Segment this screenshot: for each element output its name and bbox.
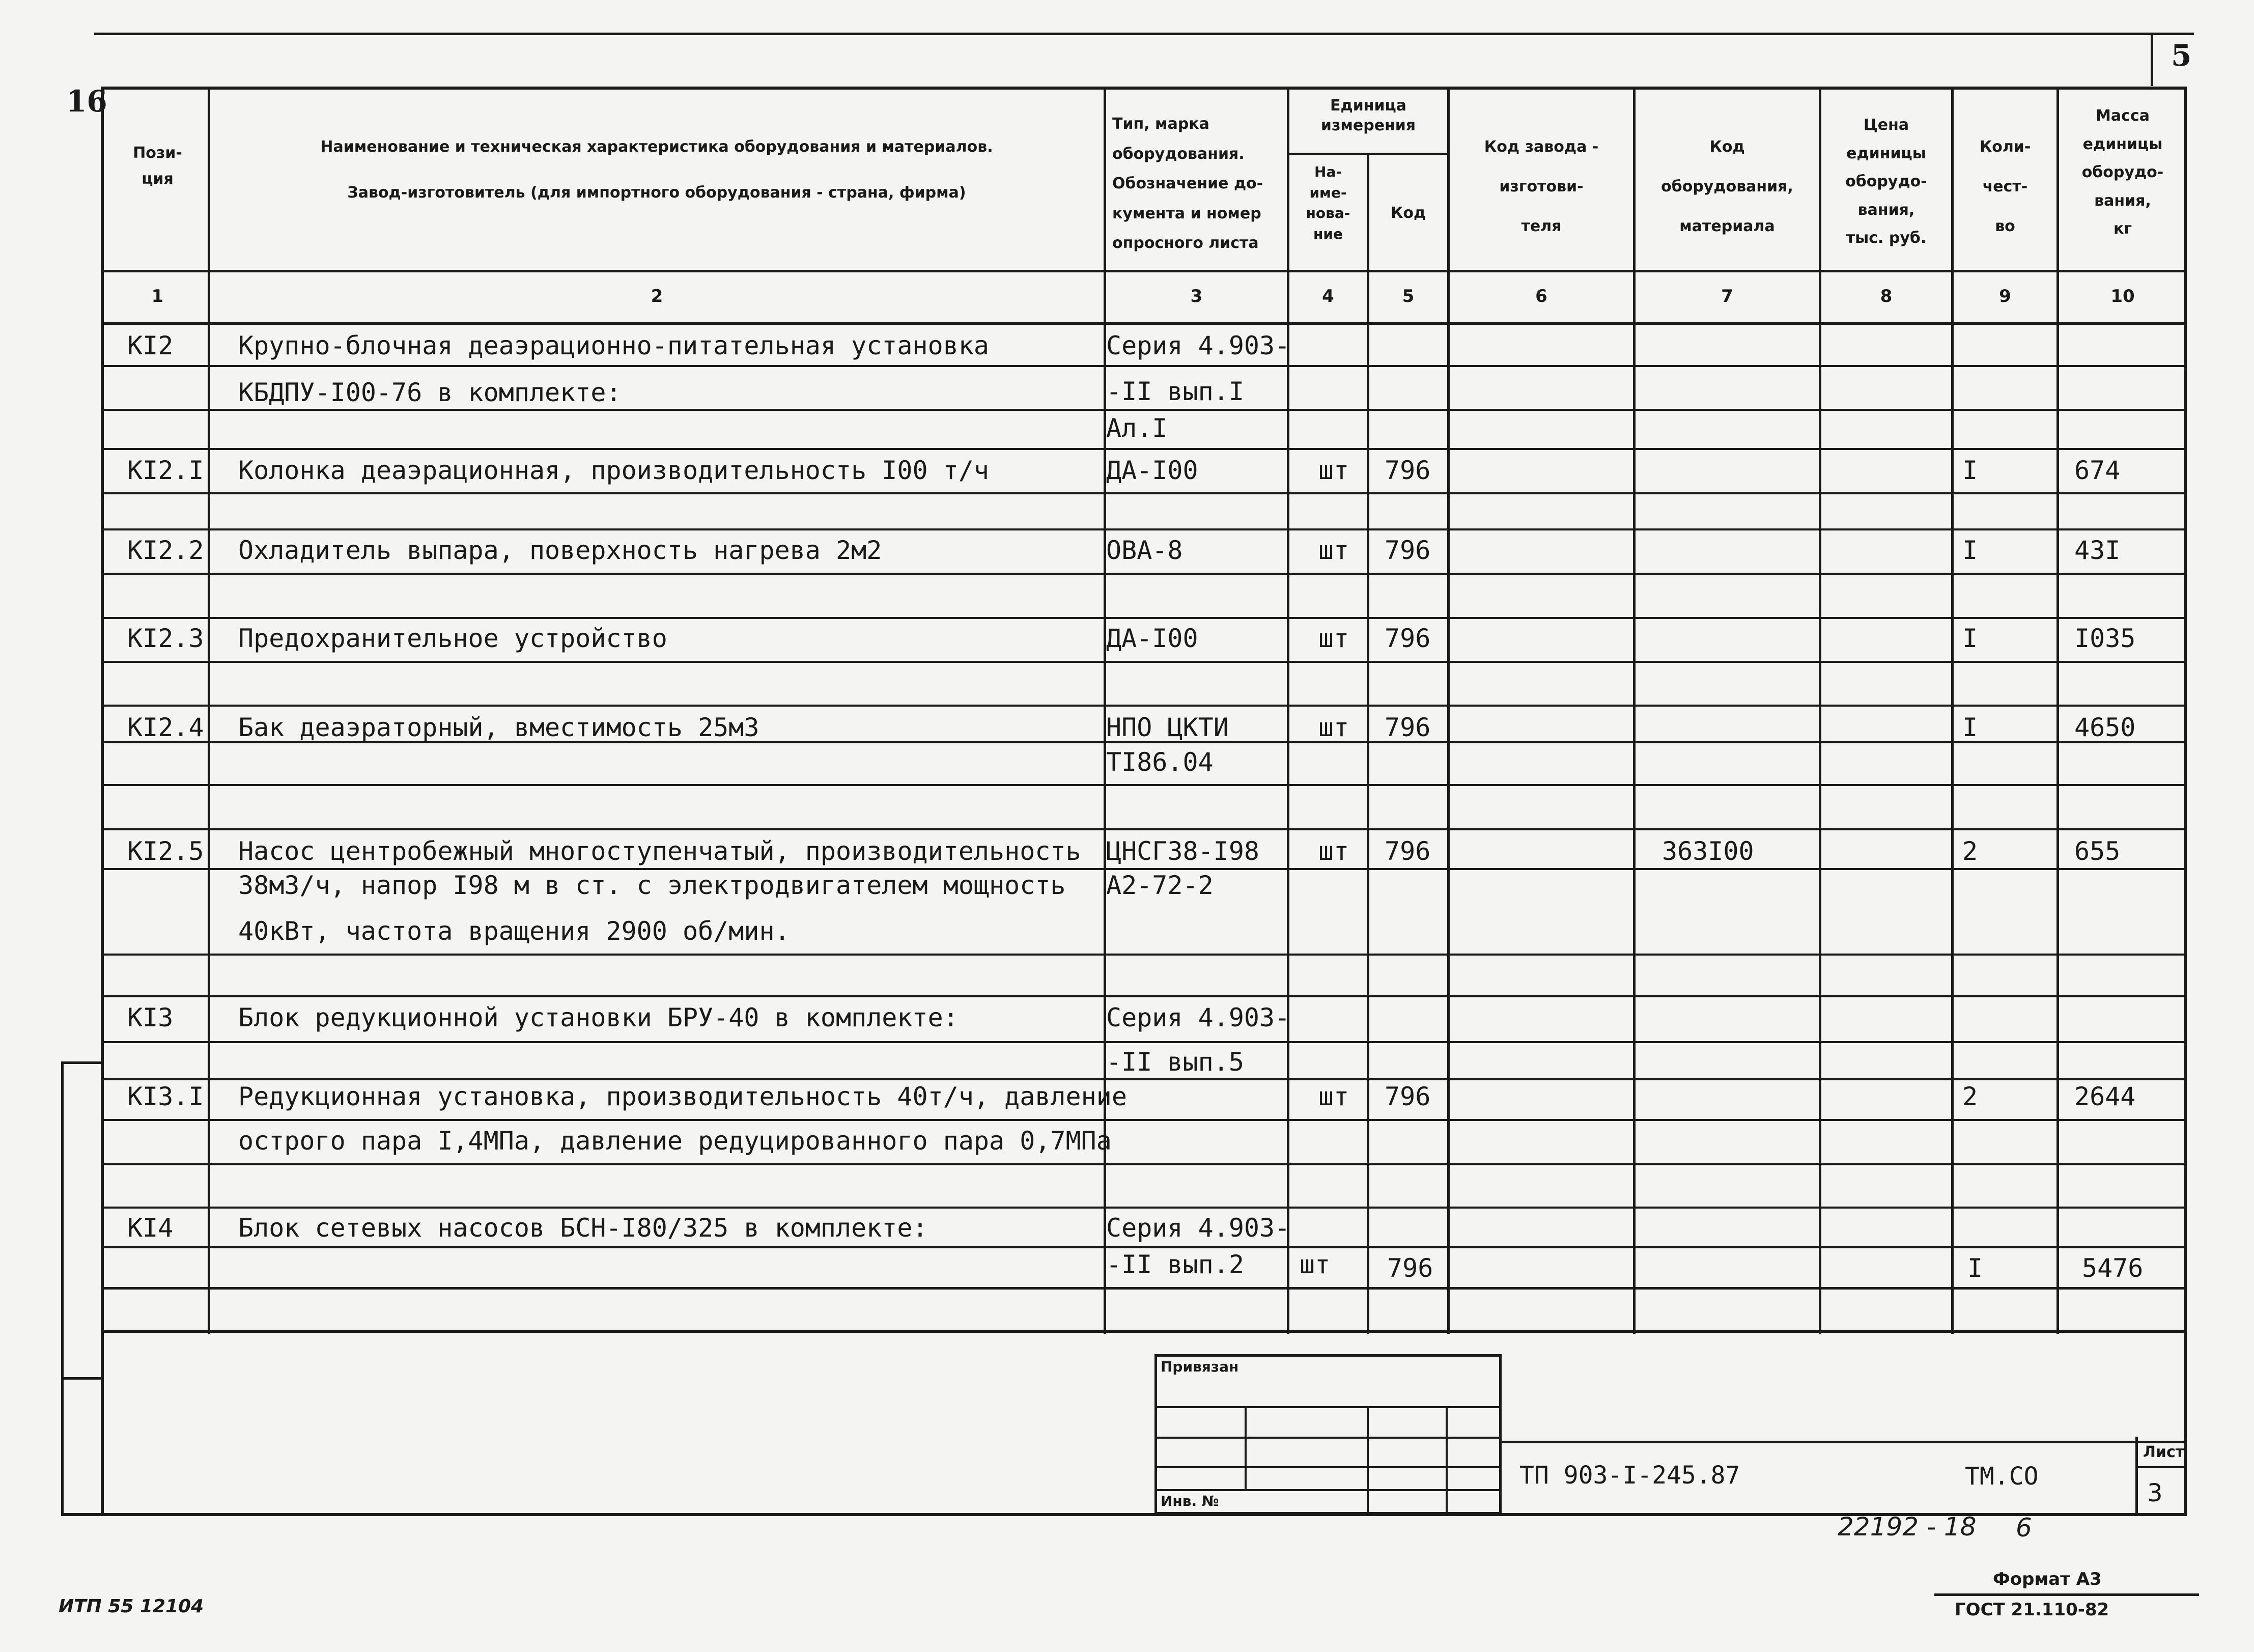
header-quantity: Коли- чест- во [1979, 138, 2031, 235]
cell-type: Серия 4.903- [1106, 331, 1290, 360]
footer-left-code: ИТП 55 12104 [59, 1596, 204, 1617]
cell-name: Насос центробежный многоступенчатый, производительность [238, 836, 1081, 866]
colnum-7: 7 [1721, 286, 1733, 306]
colnum-4: 4 [1322, 286, 1334, 306]
cell-type: ЦНСГ38-I98 [1106, 836, 1260, 866]
cell-unit: шт [1318, 713, 1349, 742]
colnum-6: 6 [1535, 286, 1547, 306]
unit-header-split [1288, 153, 1448, 155]
cell-name: острого пара I,4МПа, давление редуцированного пара 0,7МПа [238, 1126, 1112, 1156]
cell-type: ТI86.04 [1106, 747, 1214, 777]
bound-stamp-line [1154, 1406, 1502, 1408]
footer-gost: ГОСТ 21.110-82 [1955, 1600, 2109, 1620]
cell-quantity: I [1962, 624, 1978, 653]
row-line [101, 1041, 2187, 1043]
cell-unit: шт [1318, 624, 1349, 653]
sheet-box-mid [2135, 1466, 2187, 1468]
page-number-top: 5 [2171, 38, 2192, 73]
colnum-1: 1 [151, 286, 164, 306]
cell-mass: 674 [2074, 456, 2121, 485]
cell-mass: 655 [2074, 836, 2121, 866]
cell-type: -II вып.2 [1106, 1250, 1244, 1279]
cell-unit: шт [1318, 836, 1349, 866]
row-line [101, 365, 2187, 367]
cell-type: Ал.I [1106, 413, 1168, 443]
col-line-8 [1951, 87, 1954, 1334]
row-line [101, 1163, 2187, 1165]
header-name-2: Завод-изготовитель (для импортного оборудования - страна, фирма) [347, 184, 966, 202]
row-line [101, 705, 2187, 707]
bound-stamp-col [1367, 1406, 1369, 1515]
cell-position: КI3.I [127, 1082, 204, 1111]
sheet-box-left [2135, 1437, 2138, 1516]
row-line [101, 1287, 2187, 1290]
handwritten-sheet: 6 [2016, 1513, 2032, 1543]
bound-stamp-col [1446, 1406, 1448, 1515]
header-mass: Масса единицы оборудо- вания, кг [2081, 107, 2164, 238]
title-block-top [1502, 1441, 2187, 1443]
cell-equipment-code: 363I00 [1662, 836, 1754, 866]
bound-stamp-line [1154, 1489, 1502, 1491]
row-line [101, 868, 2187, 870]
colnum-5: 5 [1402, 286, 1415, 306]
colnum-8: 8 [1880, 286, 1893, 306]
header-plant-code: Код завода - изготови- теля [1484, 138, 1599, 235]
col-line-5 [1447, 87, 1450, 1334]
inventory-label: Инв. № [1161, 1493, 1219, 1509]
header-bottom [101, 270, 2187, 272]
row-line [101, 954, 2187, 956]
cell-mass: 2644 [2074, 1082, 2136, 1111]
col-line-9 [2056, 87, 2059, 1334]
cell-type: Серия 4.903- [1106, 1003, 1290, 1032]
cell-position: КI2.2 [127, 536, 204, 565]
cell-name: Бак деаэраторный, вместимость 25м3 [238, 713, 759, 742]
bound-label: Привязан [1161, 1358, 1239, 1375]
bottom-frame-right [2184, 1330, 2187, 1516]
cell-name: Колонка деаэрационная, производительность I00 т/ч [238, 456, 990, 485]
row-line [101, 828, 2187, 830]
cell-position: КI2.4 [127, 713, 204, 742]
cell-position: КI4 [127, 1213, 174, 1243]
row-line [101, 448, 2187, 450]
cell-type: ДА-I00 [1106, 624, 1198, 653]
cell-type: -II вып.5 [1106, 1047, 1244, 1077]
cell-name: 38м3/ч, напор I98 м в ст. с электродвигателем мощность [238, 871, 1066, 900]
cell-name: 40кВт, частота вращения 2900 об/мин. [238, 916, 790, 946]
cell-type: Серия 4.903- [1106, 1213, 1290, 1243]
row-line [101, 573, 2187, 575]
document-code: ТП 903-I-245.87 [1519, 1461, 1740, 1490]
row-line [101, 1207, 2187, 1209]
header-name-1: Наименование и техническая характеристика оборудования и материалов. [320, 138, 993, 156]
cell-unit-code: 796 [1385, 713, 1431, 742]
header-position: Пози- ция [133, 144, 182, 188]
cell-unit-code: 796 [1385, 836, 1431, 866]
margin-strip-mid [61, 1377, 102, 1380]
cell-mass: I035 [2074, 624, 2136, 653]
header-price: Цена единицы оборудо- вания, тыс. руб. [1845, 116, 1927, 247]
cell-quantity: I [1962, 536, 1978, 565]
footer-format: Формат А3 [1993, 1569, 2102, 1589]
cell-position: КI2 [127, 331, 174, 360]
cell-name: КБДПУ-I00-76 в комплекте: [238, 378, 622, 407]
row-line [101, 409, 2187, 411]
row-line [101, 528, 2187, 530]
cell-mass: 4650 [2074, 713, 2136, 742]
cell-name: Предохранительное устройство [238, 624, 667, 653]
cell-mass: 5476 [2082, 1253, 2144, 1283]
cell-mass: 43I [2074, 536, 2121, 565]
col-line-6 [1633, 87, 1636, 1334]
bound-stamp-line [1154, 1466, 1502, 1468]
cell-position: КI2.5 [127, 836, 204, 866]
cell-position: КI3 [127, 1003, 174, 1032]
header-equipment-code: Код оборудования, материала [1661, 138, 1793, 235]
colnum-3: 3 [1190, 286, 1203, 306]
row-line [101, 784, 2187, 786]
cell-name: Охладитель выпара, поверхность нагрева 2м2 [238, 536, 882, 565]
row-line [101, 1246, 2187, 1248]
margin-strip-left [61, 1061, 64, 1515]
cell-name: Крупно-блочная деаэрационно-питательная установка [238, 331, 990, 360]
col-line-3 [1287, 87, 1289, 1334]
cell-position: КI2.I [127, 456, 204, 485]
cell-unit-code: 796 [1385, 1082, 1431, 1111]
sheet-number: 3 [2147, 1479, 2163, 1507]
handwritten-inventory: 22192 - 18 [1838, 1512, 1977, 1542]
sheet-label: Лист [2143, 1443, 2185, 1461]
cell-type: -II вып.I [1106, 377, 1244, 406]
cell-unit: шт [1318, 1082, 1349, 1111]
bound-stamp-line [1154, 1437, 1502, 1439]
top-right-tick [2151, 33, 2153, 86]
cell-quantity: 2 [1962, 836, 1978, 866]
cell-quantity: 2 [1962, 1082, 1978, 1111]
header-unit: Единица измерения [1320, 97, 1416, 134]
col-line-1 [208, 87, 210, 1334]
cell-unit: шт [1318, 536, 1349, 565]
cell-name: Блок сетевых насосов БСН-I80/325 в комплекте: [238, 1213, 928, 1243]
cell-unit-code: 796 [1385, 456, 1431, 485]
header-unit-code: Код [1390, 204, 1426, 222]
cell-type: ОВА-8 [1106, 536, 1183, 565]
numbers-bottom [101, 322, 2187, 325]
bottom-frame-left [101, 1330, 104, 1516]
cell-quantity: I [1962, 713, 1978, 742]
cell-position: КI2.3 [127, 624, 204, 653]
cell-name: Блок редукционной установки БРУ-40 в комплекте: [238, 1003, 959, 1032]
col-line-7 [1819, 87, 1821, 1334]
top-rule [94, 33, 2194, 35]
cell-type: А2-72-2 [1106, 871, 1214, 900]
row-line [101, 617, 2187, 619]
cell-unit: шт [1318, 456, 1349, 485]
cell-name: Редукционная установка, производительность 40т/ч, давление [238, 1082, 1127, 1111]
bound-stamp-col [1245, 1406, 1247, 1490]
row-line [101, 661, 2187, 663]
colnum-9: 9 [1999, 286, 2011, 306]
footer-rule [1934, 1593, 2199, 1596]
table-bottom [101, 1330, 2187, 1333]
row-line [101, 492, 2187, 494]
row-line [101, 1119, 2187, 1121]
cell-unit: шт [1300, 1250, 1331, 1279]
row-line [101, 995, 2187, 997]
corner-number: 16 [66, 84, 107, 119]
colnum-2: 2 [651, 286, 663, 306]
margin-strip-top [61, 1061, 102, 1064]
row-line [101, 1078, 2187, 1080]
col-line-4 [1367, 153, 1369, 1334]
header-unit-name: На- име- нова- ние [1306, 163, 1350, 242]
cell-quantity: I [1962, 456, 1978, 485]
cell-unit-code: 796 [1387, 1253, 1433, 1283]
cell-quantity: I [1967, 1253, 1983, 1283]
cell-unit-code: 796 [1385, 624, 1431, 653]
cell-unit-code: 796 [1385, 536, 1431, 565]
cell-type: ДА-I00 [1106, 456, 1198, 485]
cell-type: НПО ЦКТИ [1106, 713, 1229, 742]
header-type: Тип, марка оборудования. Обозначение до- кумента и номер опросного листа [1112, 115, 1263, 252]
colnum-10: 10 [2110, 286, 2135, 306]
section-code: ТМ.СО [1965, 1462, 2039, 1491]
